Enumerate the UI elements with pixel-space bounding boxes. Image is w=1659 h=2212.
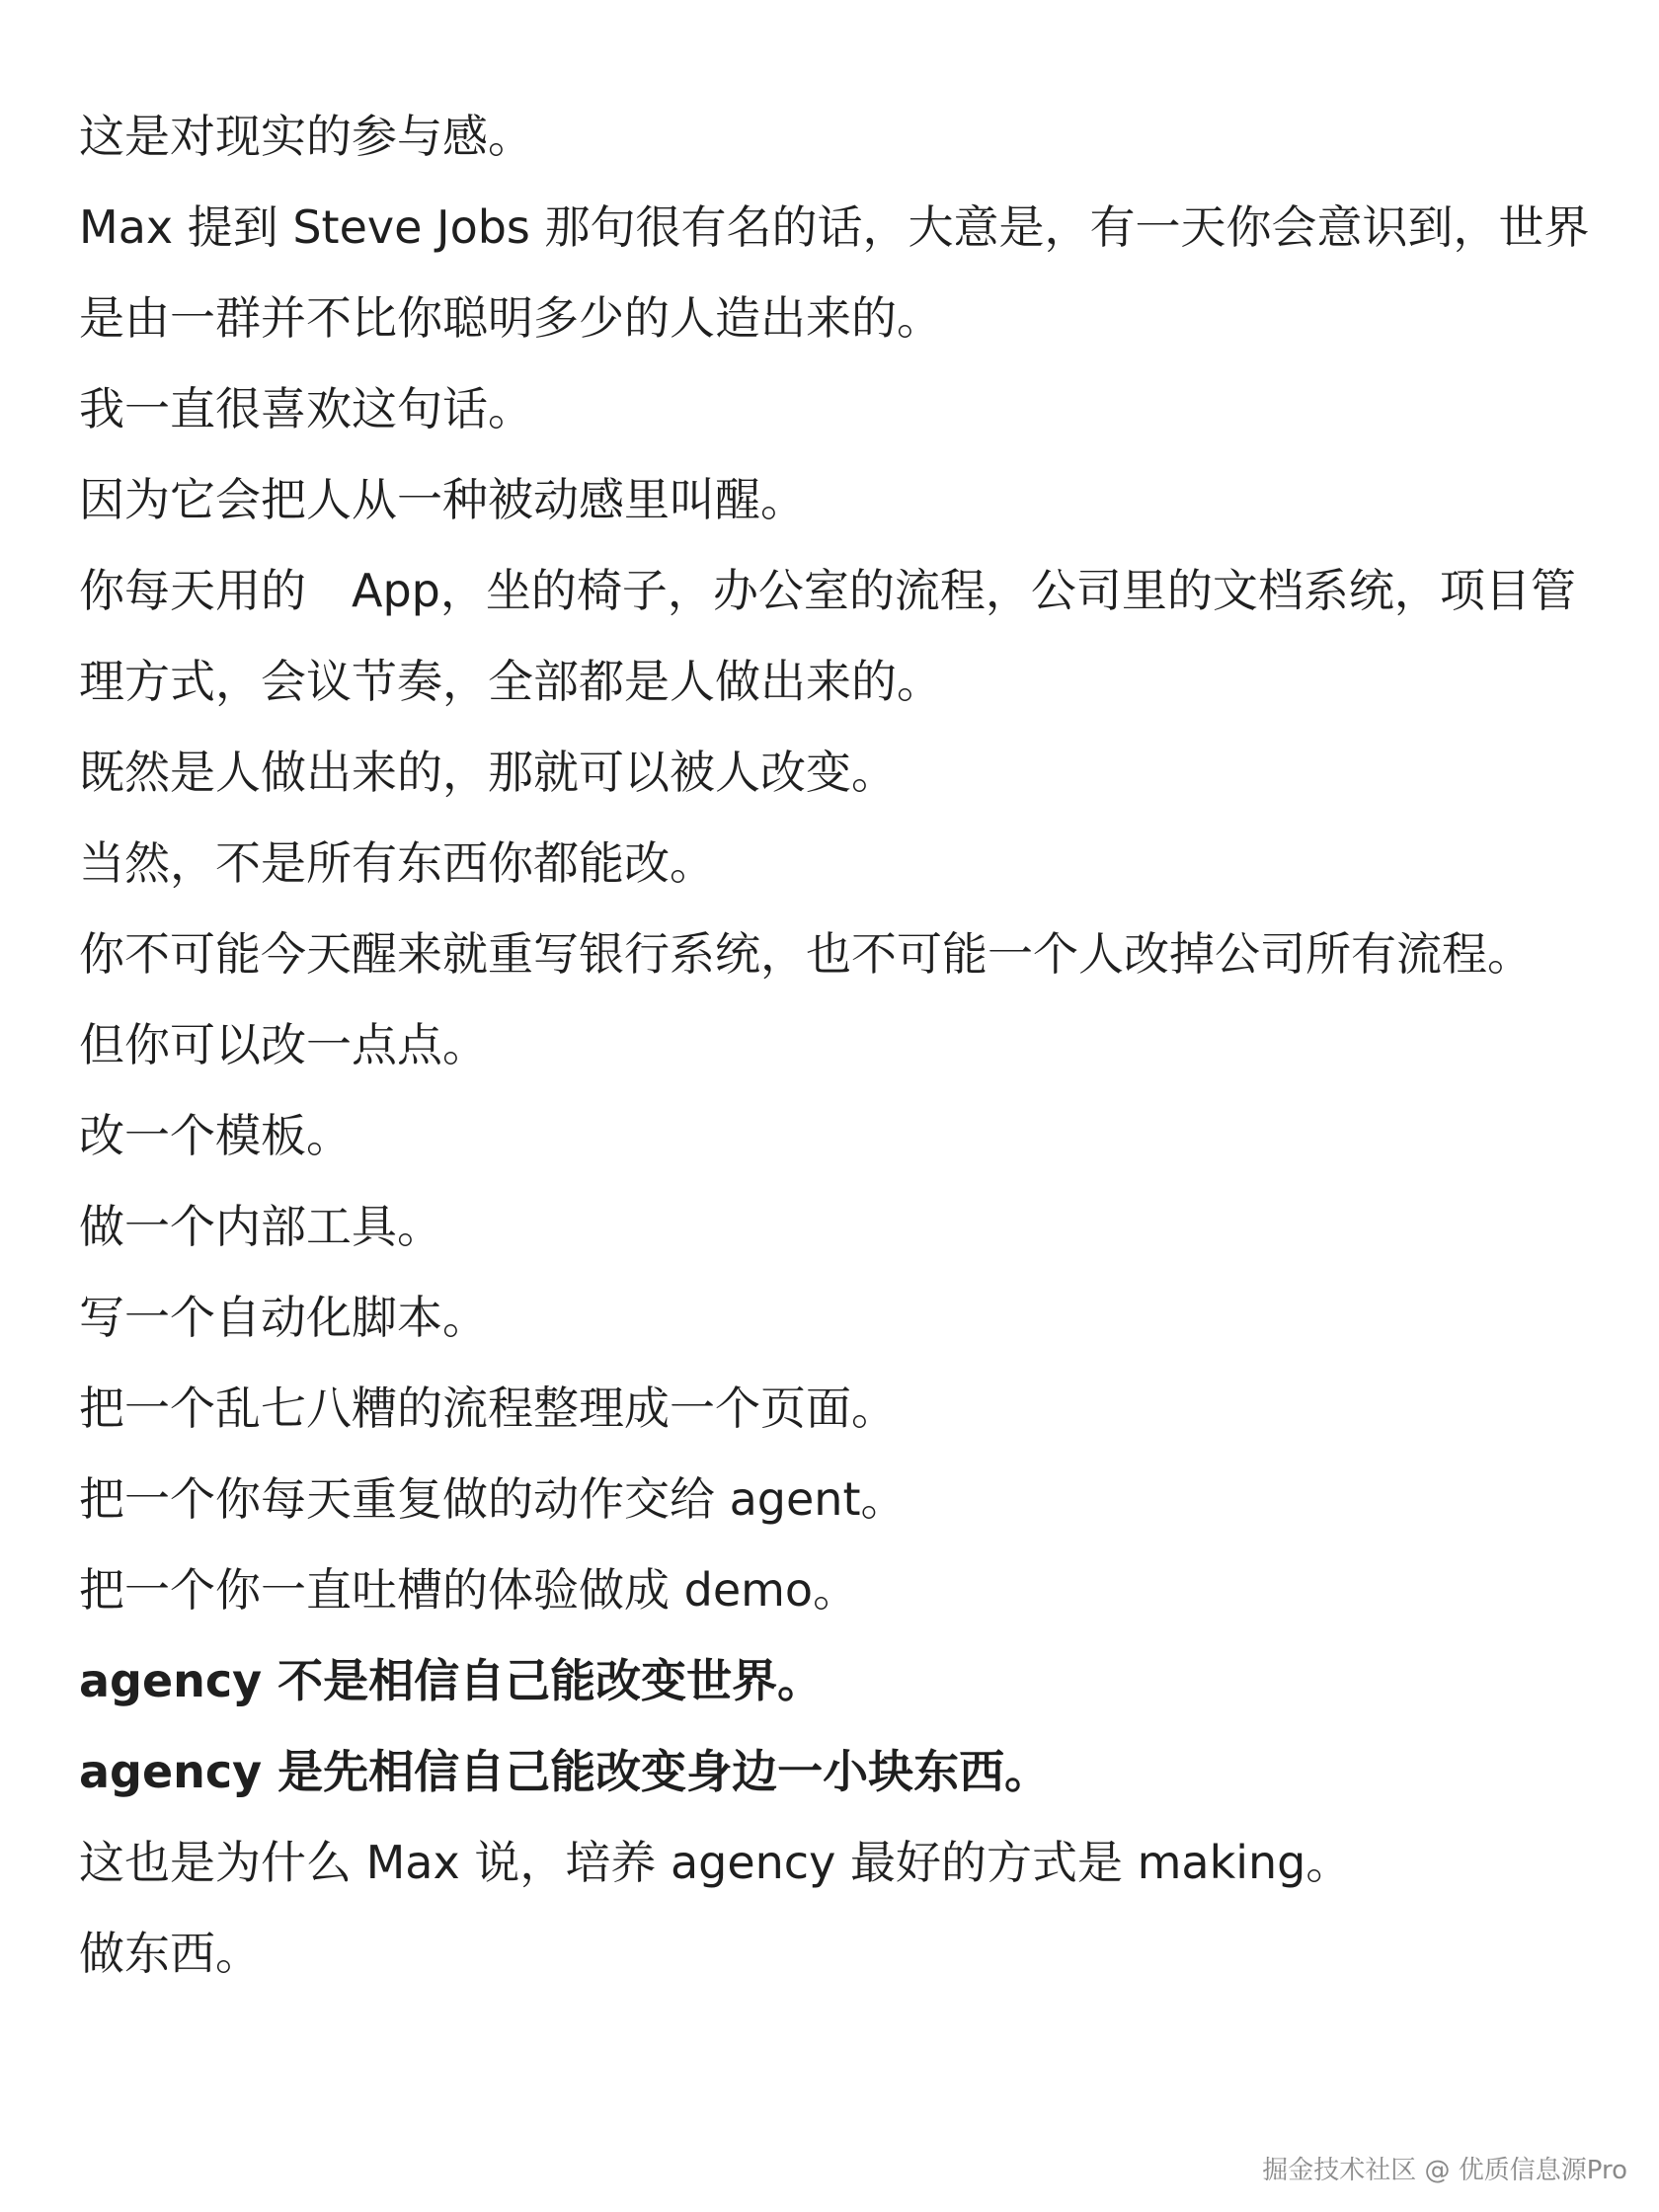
paragraph: 这也是为什么 Max 说，培养 agency 最好的方式是 making。	[79, 1836, 1352, 1889]
paragraph: 把一个你每天重复做的动作交给 agent。	[79, 1472, 907, 1526]
watermark: 掘金技术社区 @ 优质信息源Pro	[1262, 2156, 1627, 2185]
bold-paragraph: agency 是先相信自己能改变身边一小块东西。	[79, 1745, 1051, 1798]
paragraph: 既然是人做出来的，那就可以被人改变。	[79, 746, 897, 799]
paragraph: 这是对现实的参与感。	[79, 110, 533, 163]
paragraph: 改一个模板。	[79, 1109, 352, 1162]
paragraph: 做一个内部工具。	[79, 1200, 442, 1253]
paragraph: 你每天用的 App，坐的椅子，办公室的流程，公司里的文档系统，项目管理方式，会议节奏，全部都是人做出来的。	[79, 564, 1576, 708]
paragraph: 当然，不是所有东西你都能改。	[79, 836, 715, 890]
paragraph: Max 提到 Steve Jobs 那句很有名的话，大意是，有一天你会意识到，世界是由一群并不比你聪明多少的人造出来的。	[79, 200, 1590, 345]
paragraph: 做东西。	[79, 1927, 261, 1980]
paragraph: 把一个你一直吐槽的体验做成 demo。	[79, 1563, 859, 1617]
bold-paragraph: agency 不是相信自己能改变世界。	[79, 1654, 824, 1707]
paragraph: 因为它会把人从一种被动感里叫醒。	[79, 473, 806, 526]
article-body	[79, 91, 1600, 1999]
paragraph: 我一直很喜欢这句话。	[79, 382, 533, 435]
paragraph: 写一个自动化脚本。	[79, 1291, 488, 1344]
paragraph: 你不可能今天醒来就重写银行系统，也不可能一个人改掉公司所有流程。	[79, 927, 1533, 981]
paragraph: 把一个乱七八糟的流程整理成一个页面。	[79, 1382, 897, 1435]
paragraph: 但你可以改一点点。	[79, 1018, 488, 1071]
